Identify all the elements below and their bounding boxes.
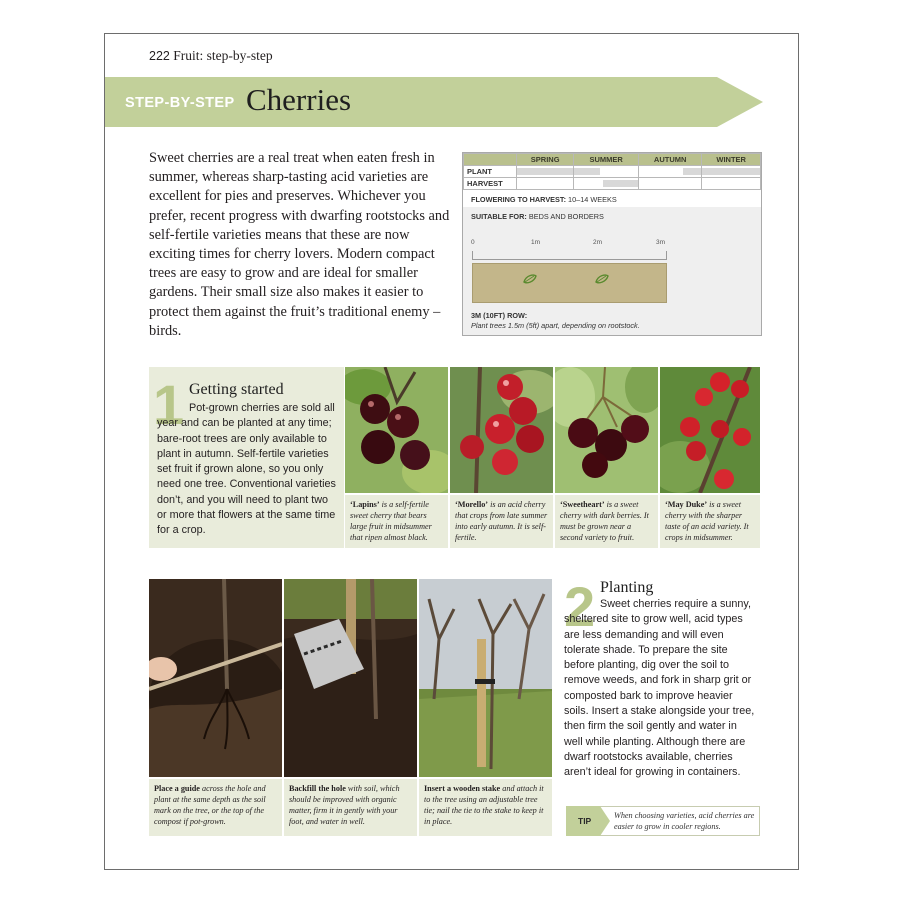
section-text-planting: Sweet cherries require a sunny, sheltered site to grow well, acid types are less demanding and will even tolerate shade. To prepare the site before planting, dig over the soil to remove weeds, and fork in sharp grit or composted bark to improve heavier soils. Insert a stake alongside your tree, then firm the soil gently and water in well while planting. Although there are dwarf rootstocks available, cherries aren’t ideal for growing in containers.: [564, 598, 755, 779]
variety-desc: is a sweet cherry with dark berries. It must be grown near a second variety to fruit.: [560, 500, 649, 542]
photo-may-duke: [660, 367, 760, 493]
running-title: Fruit: step-by-step: [173, 48, 273, 63]
planting-bed-diagram: [472, 263, 667, 303]
scale-label-2m: 2m: [593, 239, 603, 246]
flowering-line: [471, 195, 617, 204]
title-banner: [105, 77, 765, 127]
season-winter: WINTER: [702, 154, 761, 166]
photo-sweetheart: [555, 367, 658, 493]
variety-name: ‘May Duke’: [665, 500, 708, 509]
step-lead: Place a guide: [154, 784, 200, 793]
growing-info-panel: [462, 152, 762, 336]
row-note: Plant trees 1.5m (5ft) apart, depending on rootstock.: [471, 321, 640, 330]
step-text: and attach it to the tree using an adjustable tree tie; nail the tie to the stake to keep it in place.: [424, 784, 544, 826]
suitable-value: BEDS AND BORDERS: [528, 212, 604, 221]
variety-name: ‘Morello’: [455, 500, 489, 509]
variety-desc: is a self-fertile sweet cherry that bears large fruit in midsummer that ripen almost black.: [350, 500, 432, 542]
banner-kicker: STEP-BY-STEP: [125, 95, 235, 111]
section-getting-started: [149, 367, 344, 548]
caption-morello: [450, 495, 553, 548]
running-header: [149, 48, 273, 64]
variety-name: ‘Sweetheart’: [560, 500, 605, 509]
plant-bar-autumn: [683, 168, 702, 175]
variety-desc: is an acid cherry that crops from late summer into early autumn. It is self-fertile.: [455, 500, 548, 542]
photo-backfill: [284, 579, 417, 777]
season-spring: SPRING: [517, 154, 574, 166]
caption-step-place-guide: [149, 779, 282, 836]
photo-morello: [450, 367, 553, 493]
plant-bar-winter: [702, 168, 760, 175]
caption-may-duke: [660, 495, 760, 548]
book-page: [104, 33, 799, 870]
season-autumn: AUTUMN: [639, 154, 702, 166]
step-lead: Backfill the hole: [289, 784, 346, 793]
variety-desc: is a sweet cherry with the sharper taste of an acid variety. It crops in midsummer.: [665, 500, 749, 542]
caption-sweetheart: [555, 495, 658, 548]
suitable-label: SUITABLE FOR:: [471, 212, 527, 221]
tree-position-icon-1: [523, 274, 537, 284]
scale-label-3m: 3m: [656, 239, 666, 246]
caption-lapins: [345, 495, 448, 548]
photo-place-guide: [149, 579, 282, 777]
caption-step-backfill: [284, 779, 417, 836]
page-number: 222: [149, 49, 170, 63]
section-heading-planting: Planting: [600, 579, 654, 596]
variety-name: ‘Lapins’: [350, 500, 380, 509]
flowering-value: 10–14 WEEKS: [568, 195, 617, 204]
step-number-2: 2: [564, 575, 596, 638]
row-scale-bar: [472, 251, 667, 260]
intro-paragraph: Sweet cherries are a real treat when eaten fresh in summer, whereas sharp-tasting acid varieties are excellent for pies and preserves. Whichever you prefer, recent progress with dwarfing rootstocks and self-fertile varieties means that these are now exciting times for cherry lovers. Modern compact trees are easy to grow and are ideal for smaller gardens. Their small size also makes it easier to protect them against the fruit’s traditional enemy – birds.: [149, 150, 450, 339]
tip-label: TIP: [578, 816, 592, 826]
scale-label-0: 0: [471, 239, 475, 246]
section-text-getting-started: Pot-grown cherries are sold all year and can be planted at any time; bare-root trees are only available to plant in autumn. Self-fertile varieties set fruit if grown alone, so you only need one tree. Conventional varieties don’t, and you will need to plant two or more that flowers at the same time for a crop.: [157, 402, 336, 537]
step-text: across the hole and plant at the same depth as the soil mark on the tree, or the top of the compost if pot-grown.: [154, 784, 266, 826]
row-title: 3M (10FT) ROW:: [471, 311, 528, 320]
step-lead: Insert a wooden stake: [424, 784, 501, 793]
plant-bar-spring: [517, 168, 573, 175]
plant-bar-summer: [574, 168, 599, 175]
photo-insert-stake: [419, 579, 552, 777]
tree-position-icon-2: [595, 274, 609, 284]
step-number-1: 1: [153, 373, 185, 436]
season-summer: SUMMER: [574, 154, 639, 166]
photo-lapins: [345, 367, 448, 493]
tip-box: [566, 806, 760, 836]
flowering-label: FLOWERING TO HARVEST:: [471, 195, 566, 204]
step-text: with soil, which should be improved with organic matter, firm it in gently with your foot, and water in well.: [289, 784, 400, 826]
row-label-harvest: HARVEST: [464, 178, 517, 190]
row-label-plant: PLANT: [464, 166, 517, 178]
tip-text: When choosing varieties, acid cherries are easier to grow in cooler regions.: [614, 811, 755, 831]
season-table: [463, 153, 761, 190]
suitable-line: [471, 212, 604, 221]
scale-label-1m: 1m: [531, 239, 541, 246]
caption-step-insert-stake: [419, 779, 552, 836]
harvest-bar-summer: [603, 180, 638, 187]
section-planting: [552, 572, 762, 822]
section-heading-getting-started: Getting started: [189, 381, 284, 398]
page-title: Cherries: [246, 82, 352, 117]
season-corner: [464, 154, 517, 166]
